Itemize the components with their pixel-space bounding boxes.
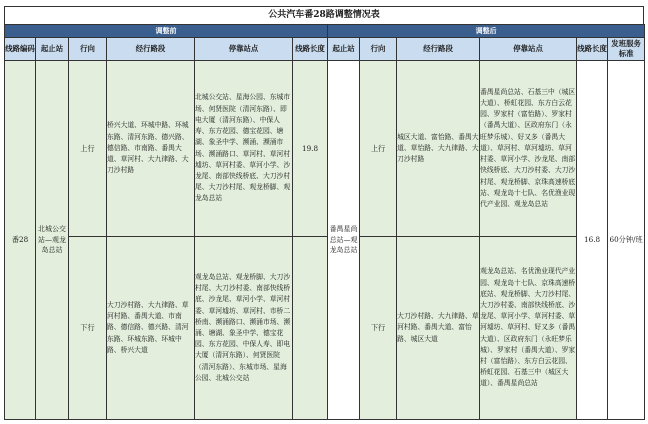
header-direction: 行向 <box>69 38 107 61</box>
direction-down-before: 下行 <box>69 237 107 420</box>
length-before: 19.8 <box>293 61 328 237</box>
stops-up-after: 番禺星尚总站、石基三中（城区大道）、桥虹花园、东方白云花园、罗家村（富怡路）、罗家村（番禺大道）、区政府东门（永旺梦乐城）、好又多（番禺大道）、草河村、草河墟坊、草河村委、草河小学、沙龙尾、南部快线桥底、大刀沙村委、大刀沙村尾、观龙桥脚、京珠高速桥底站、观龙岛十七队、名优渔业现代产业园、观龙岛总站 <box>480 61 577 237</box>
header-direction-after: 行向 <box>360 38 397 61</box>
group-before: 调整前 <box>5 25 328 38</box>
route-adjustment-table <box>4 24 645 420</box>
header-stops-after: 停靠站点 <box>480 38 577 61</box>
roads-up-after: 城区大道、富怡路、番禺大道、草怡路、大九律路、大刀沙村路 <box>397 61 480 237</box>
stops-up-before: 北城公交站、星海公园、东城市场、何贤医院（清河东路）、即电大厦（清河东路）、中保人寿、东方花园、德宝花园、塘湖、象圣中学、濒涌、濒涌市场、濒涌路口、草河村、草河村墟坊、草河村委、草河小学、沙龙尾、南部快线桥底、大刀沙村尾、大刀沙村尾、观龙桥脚、观龙岛总站 <box>195 61 293 237</box>
table-row-down <box>5 237 645 420</box>
header-roads-after: 经行路段 <box>397 38 480 61</box>
roads-up-before: 桥兴大道、环城中路、环城东路、清河东路、德兴路、德信路、市南路、番禺大道、草河村、大九律路、大刀沙村路 <box>107 61 195 237</box>
header-length-after: 线路长度 <box>577 38 608 61</box>
header-service: 发班服务标准 <box>608 38 645 61</box>
group-after: 调整后 <box>328 25 645 38</box>
header-stops-before: 停靠站点 <box>195 38 293 61</box>
roads-down-before: 大刀沙村路、大九律路、草河村路、番禺大道、市南路、德信路、德兴路、清河东路、环城东路、环城中路、桥兴大道 <box>107 237 195 420</box>
direction-up-before: 上行 <box>69 61 107 237</box>
roads-down-after: 大刀沙村路、大九律路、草河村路、番禺大道、富怡路、城区大道 <box>397 237 480 420</box>
table-title: 公共汽车番28路调整情况表 <box>4 6 644 24</box>
length-before-down <box>293 237 328 420</box>
header-start: 起止站 <box>36 38 69 61</box>
header-start-after: 起止站 <box>328 38 360 61</box>
stops-down-before: 观龙岛总站、观龙桥脚、大刀沙村尾、大刀沙村委、南部快线桥底、沙龙尾、草河小学、草河村委、草河墟坊、草河村、市桥二桥南、濒涌路口、濒涌市场、濒涌、塘湖、象圣中学、德宝花园、东方花园、中保人寿、即电大厦（清河东路）、何贤医院（清河东路）、东城市场、星海公园、北城公交站 <box>195 237 293 420</box>
header-roads-before: 经行路段 <box>107 38 195 61</box>
service-standard: 60分钟/班 <box>608 61 645 420</box>
table-row-up <box>5 61 645 237</box>
direction-down-after: 下行 <box>360 237 397 420</box>
start-end-before: 北城公交站—观龙岛总站 <box>36 61 69 420</box>
stops-down-after: 观龙岛总站、名优渔业现代产业园、观龙岛十七队、京珠高速桥底站、观龙桥脚、大刀沙村尾、大刀沙村委、南部快线桥底、沙龙尾、草河小学、草河村委、草河墟坊、草河村、好又多（番禺大道）、区政府东门（永旺梦乐城）、罗家村（番禺大道）、罗家村（富怡路）、东方白云花园、桥虹花园、石基三中（城区大道）、番禺星尚总站 <box>480 237 577 420</box>
route-number: 番28 <box>5 61 36 420</box>
length-after: 16.8 <box>577 61 608 420</box>
group-header-row <box>5 25 645 38</box>
header-length: 线路长度 <box>293 38 328 61</box>
start-end-after: 番禺星尚总站—观龙岛总站 <box>328 61 360 420</box>
direction-up-after: 上行 <box>360 61 397 237</box>
header-route-no: 线路编码 <box>5 38 36 61</box>
column-header-row <box>5 38 645 61</box>
